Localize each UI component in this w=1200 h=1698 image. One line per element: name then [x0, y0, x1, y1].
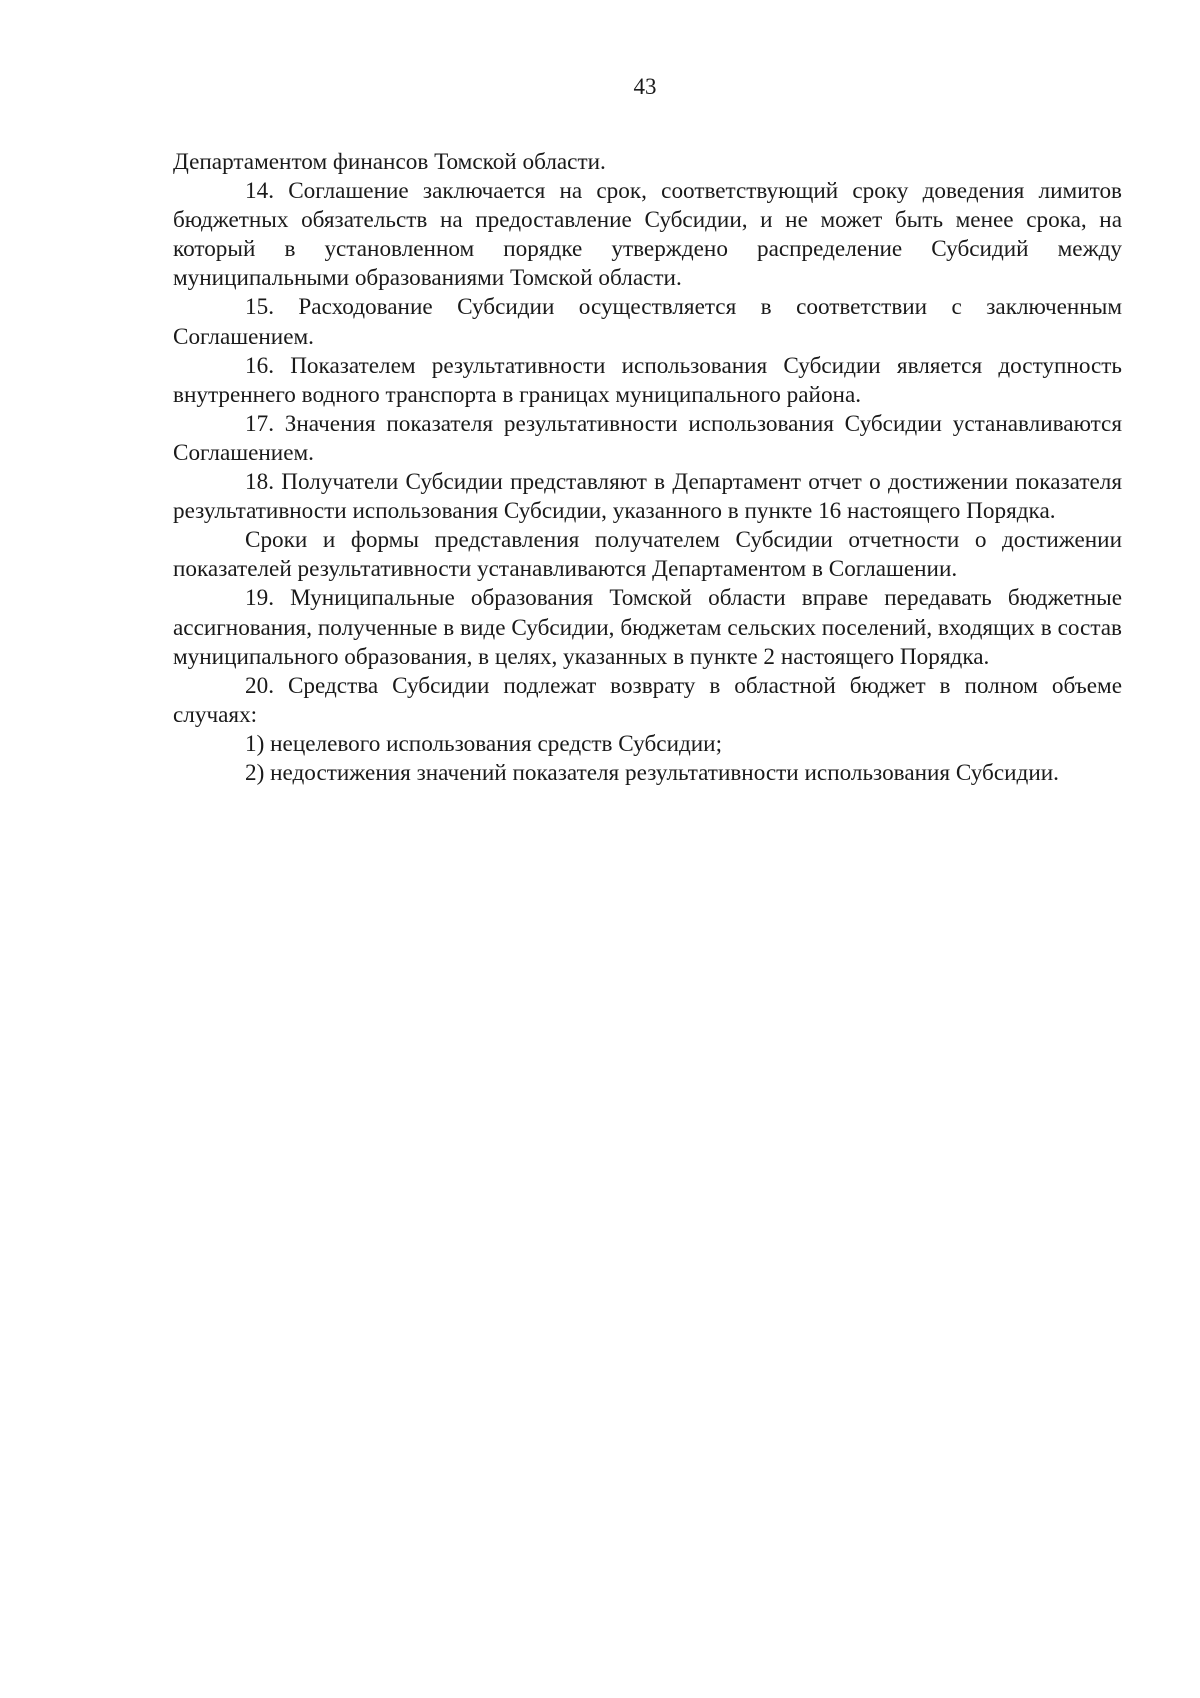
paragraph-item-20: 20. Средства Субсидии подлежат возврату в областной бюджет в полном объеме случаях:	[173, 672, 1122, 728]
page-number: 43	[633, 74, 657, 99]
paragraph-item-17: 17. Значения показателя результативности использования Субсидии устанавливаются Соглашением.	[173, 410, 1122, 466]
document-body	[173, 148, 1122, 788]
paragraph-continuation: Департаментом финансов Томской области.	[173, 149, 606, 175]
paragraph-subitem-1: 1) нецелевого использования средств Субсидии;	[245, 730, 723, 757]
paragraph-item-18: 18. Получатели Субсидии представляют в Департамент отчет о достижении показателя результативности использования Субсидии, указанного в пункте 16 настоящего Порядка.	[173, 469, 1122, 525]
paragraph-item-15: 15. Расходование Субсидии осуществляется в соответствии с заключенным Соглашением.	[173, 294, 1122, 350]
paragraph-item-16: 16. Показателем результативности использования Субсидии является доступность внутреннего водного транспорта в границах муниципального района.	[173, 352, 1122, 408]
paragraph-item-19: 19. Муниципальные образования Томской области вправе передавать бюджетные ассигнования, полученные в виде Субсидии, бюджетам сельских поселений, входящих в состав муниципального образования, в целях, указанных в пункте 2 настоящего Порядка.	[173, 585, 1122, 670]
paragraph-reporting-terms: Сроки и формы представления получателем Субсидии отчетности о достижении показателей результативности устанавливаются Департаментом в Соглашении.	[173, 527, 1122, 583]
paragraph-subitem-2: 2) недостижения значений показателя результативности использования Субсидии.	[245, 759, 1059, 786]
paragraph-item-14: 14. Соглашение заключается на срок, соответствующий сроку доведения лимитов бюджетных обязательств на предоставление Субсидии, и не может быть менее срока, на который в установленном порядке утверждено распределение Субсидий между муниципальными образованиями Томской области.	[173, 178, 1122, 292]
